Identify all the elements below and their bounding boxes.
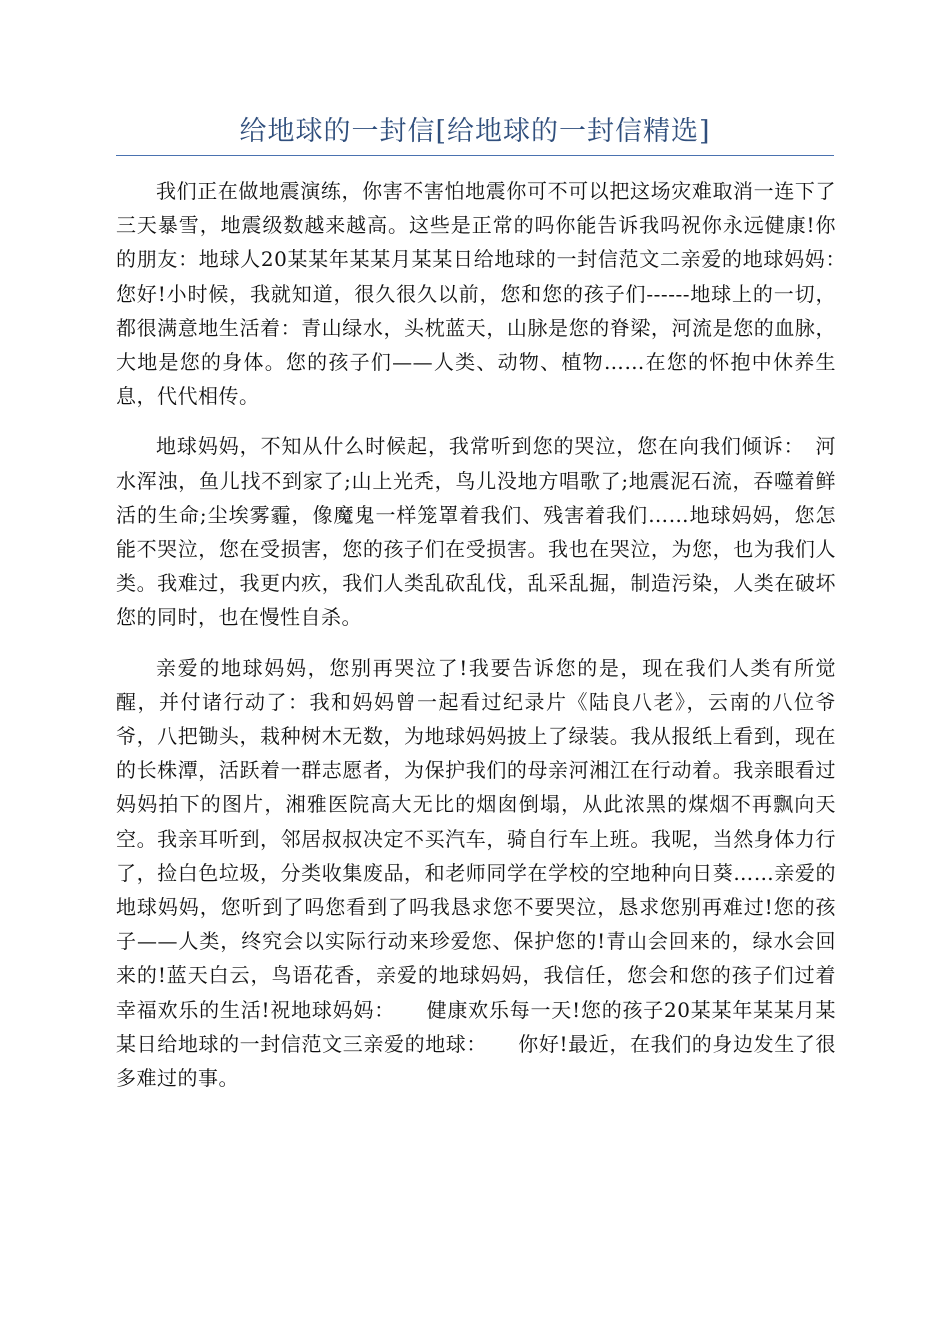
document-body — [116, 174, 877, 1111]
title-underline — [116, 155, 834, 156]
paragraph-2: 地球妈妈，不知从什么时候起，我常听到您的哭泣，您在向我们倾诉： 河水浑浊，鱼儿找不到家了;山上光秃，鸟儿没地方唱歌了;地震泥石流，吞噬着鲜活的生命;尘埃雾霾，像魔鬼一样笼罩着我们、残害着我们……地球妈妈，您怎能不哭泣，您在受损害，您的孩子们在受损害。我也在哭泣，为您，也为我们人类。我难过，我更内疚，我们人类乱砍乱伐，乱采乱掘，制造污染，人类在破坏您的同时，也在慢性自杀。 — [116, 434, 836, 630]
paragraph-3: 亲爱的地球妈妈，您别再哭泣了!我要告诉您的是，现在我们人类有所觉醒，并付诸行动了：我和妈妈曾一起看过纪录片《陆良八老》，云南的八位爷爷，八把锄头，栽种树木无数，为地球妈妈披上了绿装。我从报纸上看到，现在的长株潭，活跃着一群志愿者，为保护我们的母亲河湘江在行动着。我亲眼看过妈妈拍下的图片，湘雅医院高大无比的烟囱倒塌，从此浓黑的煤烟不再飘向天空。我亲耳听到，邻居叔叔决定不买汽车，骑自行车上班。我呢，当然身体力行了，捡白色垃圾，分类收集废品，和老师同学在学校的空地种向日葵……亲爱的地球妈妈，您听到了吗您看到了吗我恳求您不要哭泣，恳求您别再难过!您的孩子——人类，终究会以实际行动来珍爱您、保护您的!青山会回来的，绿水会回来的!蓝天白云，鸟语花香，亲爱的地球妈妈，我信任，您会和您的孩子们过着幸福欢乐的生活!祝地球妈妈： 健康欢乐每一天!您的孩子20某某年某某月某某日给地球的一封信范文三亲爱的地球： 你好!最近，在我们的身边发生了很多难过的事。 — [116, 655, 836, 1091]
document-title: 给地球的一封信[给地球的一封信精选] — [239, 116, 711, 147]
paragraph-1: 我们正在做地震演练，你害不害怕地震你可不可以把这场灾难取消一连下了三天暴雪，地震级数越来越高。这些是正常的吗你能告诉我吗祝你永远健康!你的朋友：地球人20某某年某某月某某日给地球的一封信范文二亲爱的地球妈妈： 您好!小时候，我就知道，很久很久以前，您和您的孩子们------地球上的一切，都很满意地生活着：青山绿水，头枕蓝天，山脉是您的脊梁，河流是您的血脉，大地是您的身体。您的孩子们——人类、动物、植物……在您的怀抱中休养生息，代代相传。 — [116, 179, 877, 409]
